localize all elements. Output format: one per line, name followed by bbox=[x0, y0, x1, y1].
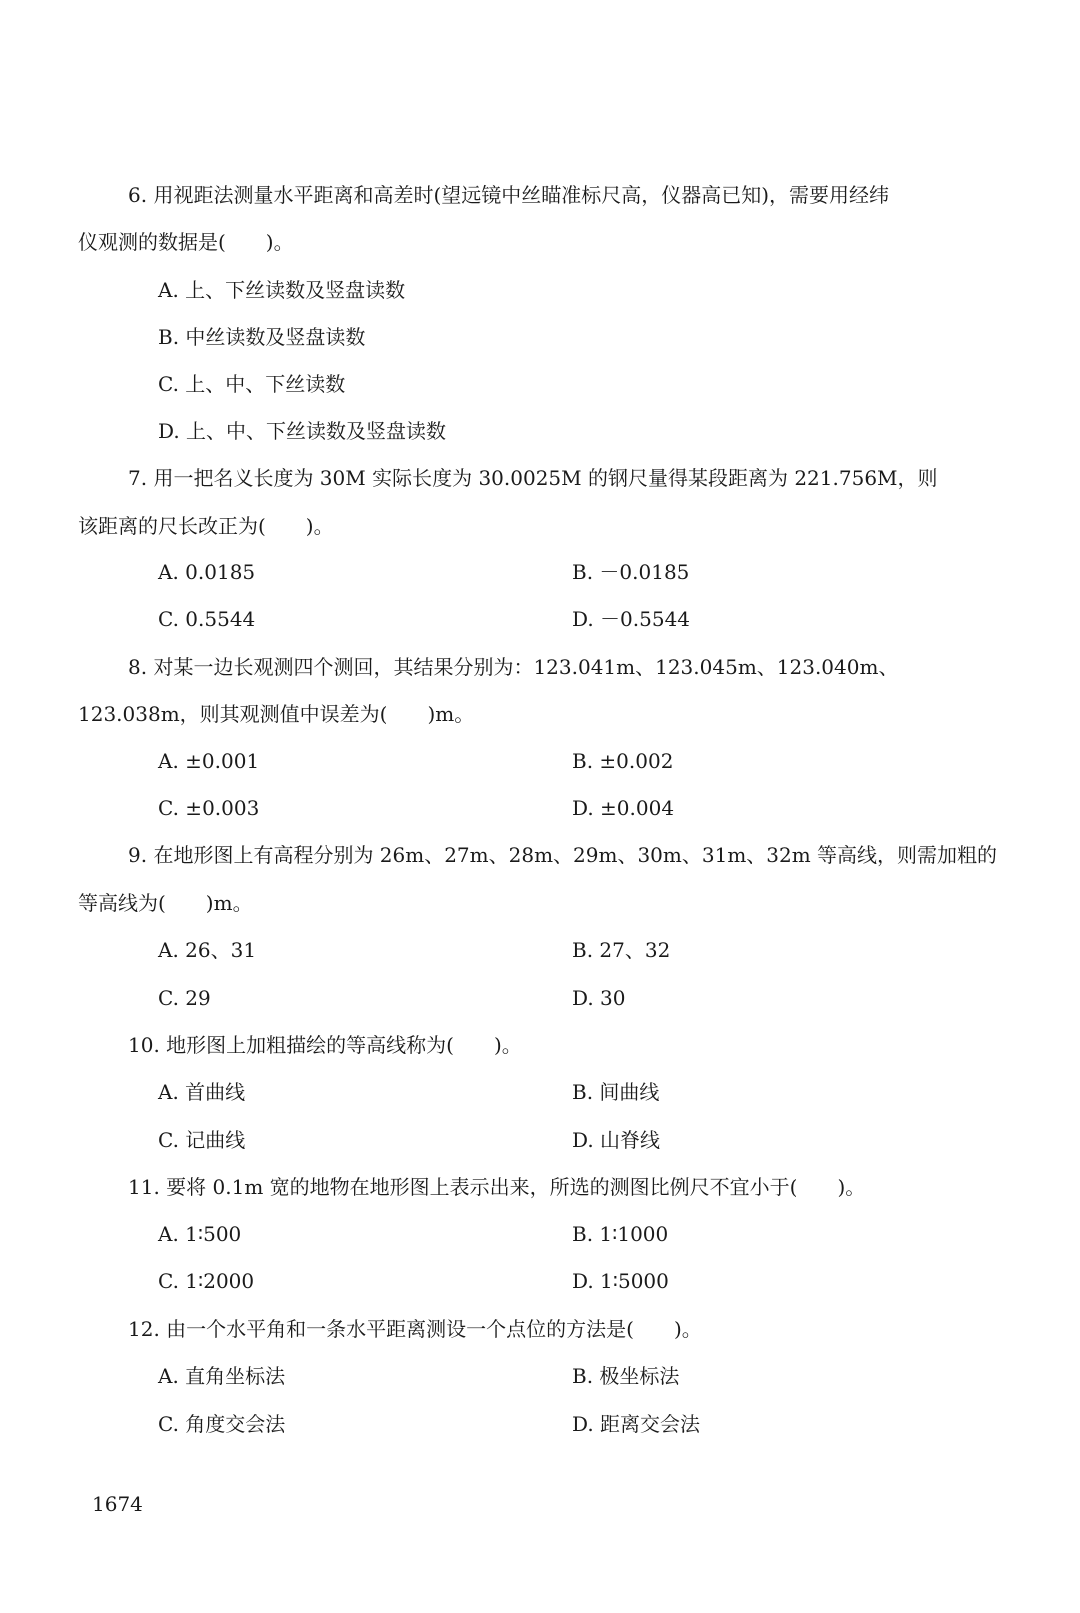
q9-stem-line1: 9. 在地形图上有高程分别为 26m、27m、28m、29m、30m、31m、32m 等高线，则需加粗的 bbox=[128, 843, 998, 867]
q9-stem-line2: 等高线为( )m。 bbox=[78, 891, 253, 915]
q7-stem-line2: 该距离的尺长改正为( )。 bbox=[78, 514, 334, 538]
q12-option-c: C. 角度交会法 bbox=[158, 1412, 286, 1436]
q12-option-a: A. 直角坐标法 bbox=[158, 1364, 286, 1388]
q10-option-b: B. 间曲线 bbox=[572, 1080, 660, 1104]
q7-option-c: C. 0.5544 bbox=[158, 607, 256, 631]
q10-option-c: C. 记曲线 bbox=[158, 1128, 246, 1152]
q9-option-c: C. 29 bbox=[158, 986, 211, 1010]
q6-option-a: A. 上、下丝读数及竖盘读数 bbox=[158, 278, 406, 302]
page-number: 1674 bbox=[92, 1492, 143, 1516]
q11-stem: 11. 要将 0.1m 宽的地物在地形图上表示出来，所选的测图比例尺不宜小于( )。 bbox=[128, 1175, 866, 1199]
q11-option-d: D. 1∶5000 bbox=[572, 1269, 669, 1293]
q8-option-b: B. ±0.002 bbox=[572, 749, 674, 773]
q7-option-b: B. －0.0185 bbox=[572, 560, 690, 584]
q12-stem: 12. 由一个水平角和一条水平距离测设一个点位的方法是( )。 bbox=[128, 1317, 702, 1341]
q12-option-d: D. 距离交会法 bbox=[572, 1412, 701, 1436]
q7-option-a: A. 0.0185 bbox=[158, 560, 256, 584]
q8-option-c: C. ±0.003 bbox=[158, 796, 260, 820]
q11-option-c: C. 1∶2000 bbox=[158, 1269, 255, 1293]
q10-option-a: A. 首曲线 bbox=[158, 1080, 246, 1104]
q6-option-b: B. 中丝读数及竖盘读数 bbox=[158, 325, 366, 349]
q10-option-d: D. 山脊线 bbox=[572, 1128, 661, 1152]
q8-option-d: D. ±0.004 bbox=[572, 796, 675, 820]
q6-stem-line2: 仪观测的数据是( )。 bbox=[78, 230, 294, 254]
q8-option-a: A. ±0.001 bbox=[158, 749, 260, 773]
q8-stem-line2: 123.038m，则其观测值中误差为( )m。 bbox=[78, 702, 475, 726]
q7-option-d: D. －0.5544 bbox=[572, 607, 691, 631]
q7-stem-line1: 7. 用一把名义长度为 30M 实际长度为 30.0025M 的钢尺量得某段距离为 221.756M，则 bbox=[128, 466, 938, 490]
q9-option-d: D. 30 bbox=[572, 986, 626, 1010]
q11-option-b: B. 1∶1000 bbox=[572, 1222, 669, 1246]
q9-option-b: B. 27、32 bbox=[572, 938, 671, 962]
q9-option-a: A. 26、31 bbox=[158, 938, 257, 962]
q10-stem: 10. 地形图上加粗描绘的等高线称为( )。 bbox=[128, 1033, 522, 1057]
q8-stem-line1: 8. 对某一边长观测四个测回，其结果分别为：123.041m、123.045m、123.040m、 bbox=[128, 655, 899, 679]
q6-option-c: C. 上、中、下丝读数 bbox=[158, 372, 346, 396]
q6-stem-line1: 6. 用视距法测量水平距离和高差时(望远镜中丝瞄准标尺高，仪器高已知)，需要用经纬 bbox=[128, 183, 890, 207]
q6-option-d: D. 上、中、下丝读数及竖盘读数 bbox=[158, 419, 447, 443]
q11-option-a: A. 1∶500 bbox=[158, 1222, 242, 1246]
q12-option-b: B. 极坐标法 bbox=[572, 1364, 680, 1388]
